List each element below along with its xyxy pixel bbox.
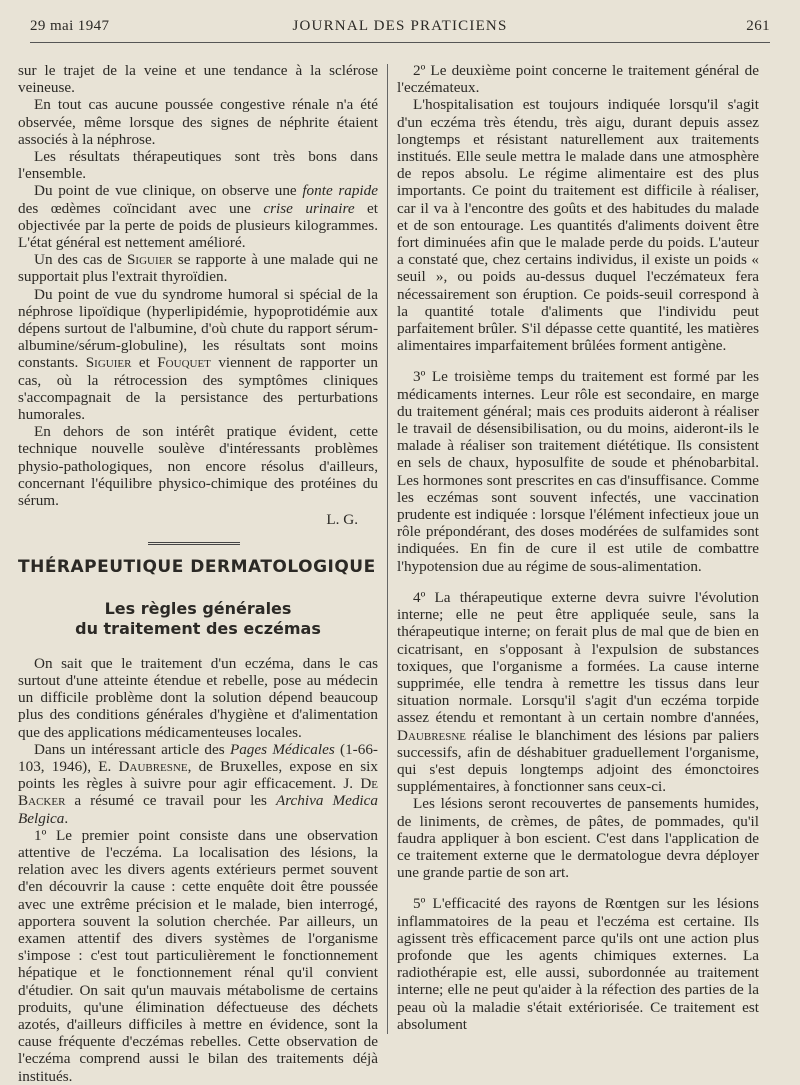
- section-title: THÉRAPEUTIQUE DERMATOLOGIQUE: [18, 557, 376, 578]
- paragraph: Les lésions seront recouvertes de pansements humides, de liniments, de crèmes, de pâtes, de pommades, qu'il faudra appliquer à bon escient. C'est dans l'application de ce traitement externe que le dermatologue devra déployer une grande partie de son art.: [397, 795, 759, 882]
- paragraph: Dans un intéressant article des Pages Médicales (1-66-103, 1946), E. Daubresne, de Bruxelles, expose en six points les règles à suivre pour agir efficacement. J. De Backer a résumé ce travail pour les Archiva Medica Belgica.: [18, 740, 378, 827]
- left-column: [18, 62, 378, 1085]
- author-name: Daubresne: [397, 726, 467, 744]
- right-column: [397, 62, 759, 1033]
- author-name: Siguier: [126, 251, 173, 269]
- author-name: Fouquet: [157, 354, 211, 372]
- journal-ref: Archiva Medica Belgica: [18, 792, 378, 827]
- paragraph: En dehors de son intérêt pratique évident, cette technique nouvelle soulève d'intéressants problèmes physio-pathologiques, non encore résolus d'ailleurs, concernant l'équilibre physico-chimique des protéines du sérum.: [18, 423, 378, 510]
- paragraph: sur le trajet de la veine et une tendance à la sclérose veineuse.: [18, 62, 378, 97]
- article-title: Les règles générales du traitement des eczémas: [75, 598, 321, 638]
- column-rule: [387, 64, 388, 1034]
- paragraph: 1º Le premier point consiste dans une observation attentive de l'eczéma. La localisation des lésions, la relation avec les divers agents extérieurs permet souvent d'en découvrir la cause : cette enquête doit être poussée avec une extrême précision et le malade, bien interrogé, apportera souvent la solution cherchée. Par ailleurs, un examen attentif des divers systèmes de l'organisme s'impose : c'est tout particulièrement le fonctionnement hépatique et le fonctionnement rénal qu'il convient d'étudier. On sait qu'un mauvais métabolisme de certains produits, qu'une élimination défectueuse des déchets azotés, d'ailleurs difficiles à mettre en évidence, sont la cause fréquente d'eczémas rebelles. Cette observation de l'eczéma comprend aussi le bilan des traitements déjà institués.: [18, 826, 378, 1085]
- paragraph: 5º L'efficacité des rayons de Rœntgen sur les lésions inflammatoires de la peau et l'eczéma est certaine. Ils agissent très efficacement parce qu'ils ont une action plus profonde que les agents chimiques externes. La radiothérapie est, elle aussi, subordonnée au traitement interne; elle ne peut qu'aider à la réfection des parties de la peau où la maladie s'était extériorisée. Ce traitement est absolument: [397, 895, 759, 1033]
- issue-date: 29 mai 1947: [30, 18, 110, 34]
- running-header: [30, 16, 770, 40]
- paragraph: On sait que le traitement d'un eczéma, dans le cas surtout d'une atteinte étendue et rebelle, pose au médecin un difficile problème dont la solution dépend beaucoup plus des conditions générales d'hygiène et d'alimentation que des applications médicamenteuses locales.: [18, 654, 378, 741]
- paragraph: Du point de vue clinique, on observe une fonte rapide des œdèmes coïncidant avec une crise urinaire et objectivée par la perte de poids de plusieurs kilogrammes. L'état général est nettement amélioré.: [18, 182, 379, 252]
- paragraph: Les résultats thérapeutiques sont très bons dans l'ensemble.: [18, 148, 378, 183]
- paragraph: 2º Le deuxième point concerne le traitement général de l'eczémateux.: [397, 62, 759, 97]
- paragraph: 4º La thérapeutique externe devra suivre l'évolution interne; elle ne peut être appliquée seule, sans la thérapeutique interne; on ferait plus de mal que de bien en cicatrisant, en s'opposant à l'expulsion de substances toxiques, que l'organisme a formées. La cause interne supprimée, elle tendra à remettre les tissus dans leur situation normale. Lorsqu'il s'agit d'un eczéma torpide assez étendu et remontant à un certain nombre d'années, Daubresne réalise le blanchiment des lésions par paliers successifs, afin de déshabituer graduellement l'organisme, qui s'est depuis longtemps adjoint des émonctoires supplémentaires, à fonctionner sans ceux-ci.: [397, 588, 759, 796]
- section-divider: [148, 542, 240, 545]
- paragraph: L'hospitalisation est toujours indiquée lorsqu'il s'agit d'un eczéma très étendu, très aigu, durant depuis assez longtemps et résistant naturellement aux traitements institués. Elle seule mettra le malade dans une atmosphère de repos absolu. Le régime alimentaire est des plus importants. Ce point du traitement est difficile à réaliser, car il va à l'encontre des goûts et des habitudes du malade et de son entourage. Les quantités d'aliments doivent être fort diminuées afin que le malade perde du poids. L'auteur a constaté que, chez certains individus, il existe un poids « seuil », ou poids au-dessus duquel l'eczémateux fera nécessairement son éruption. Ce poids-seuil correspond à la quantité totale d'aliments que l'individu peut parfaitement brûler. S'il dépasse cette quantité, les matières alimentaires imparfaitement brûlées forment antigène.: [397, 96, 759, 355]
- paragraph: Du point de vue du syndrome humoral si spécial de la néphrose lipoïdique (hyperlipidémie, hypoprotidémie aux dépens surtout de l'albumine, d'où chute du rapport sérum-albumine/sérum-globuline), les résultats sont moins constants. Siguier et Fouquet viennent de rapporter un cas, où la rétrocession des symptômes cliniques s'accompagnait de la persistance des perturbations humorales.: [18, 285, 378, 424]
- paragraph: Un des cas de Siguier se rapporte à une malade qui ne supportait plus l'extrait thyroïdien.: [18, 251, 378, 286]
- emphasis: fonte rapide: [302, 182, 378, 200]
- paragraph: 3º Le troisième temps du traitement est formé par les médicaments internes. Leur rôle est secondaire, en marge du traitement général; mais ces produits aideront à réaliser le travail de désensibilisation, ou du moins, aideront-ils le malade à réaliser son traitement diététique. Ils consistent en sels de chaux, hyposulfite de soude et phénobarbital. Les hormones sont prescrites en cas d'insuffisance. Comme les eczémas sont souvent infectés, une vaccination prudente est indiquée : lorsque l'élément infectieux joue un rôle prépondérant, des doses modérées de sulfamides sont indiquées. En fin de cure il est utile de combattre l'hypotension due au régime de sous-alimentation.: [397, 368, 759, 575]
- article-body: [18, 655, 378, 1085]
- paragraph: En tout cas aucune poussée congestive rénale n'a été observée, même lorsque des signes de néphrite étaient associés à la néphrose.: [18, 96, 378, 148]
- header-rule: [30, 42, 770, 43]
- author-name: Siguier: [85, 354, 132, 372]
- page-number: 261: [746, 18, 770, 34]
- emphasis: crise urinaire: [263, 199, 355, 217]
- journal-ref: Pages Médicales: [229, 740, 335, 758]
- author-name: De Backer: [18, 775, 378, 810]
- journal-name: JOURNAL DES PRATICIENS: [292, 18, 508, 34]
- signature: L. G.: [326, 511, 358, 529]
- author-name: Daubresne: [118, 757, 188, 775]
